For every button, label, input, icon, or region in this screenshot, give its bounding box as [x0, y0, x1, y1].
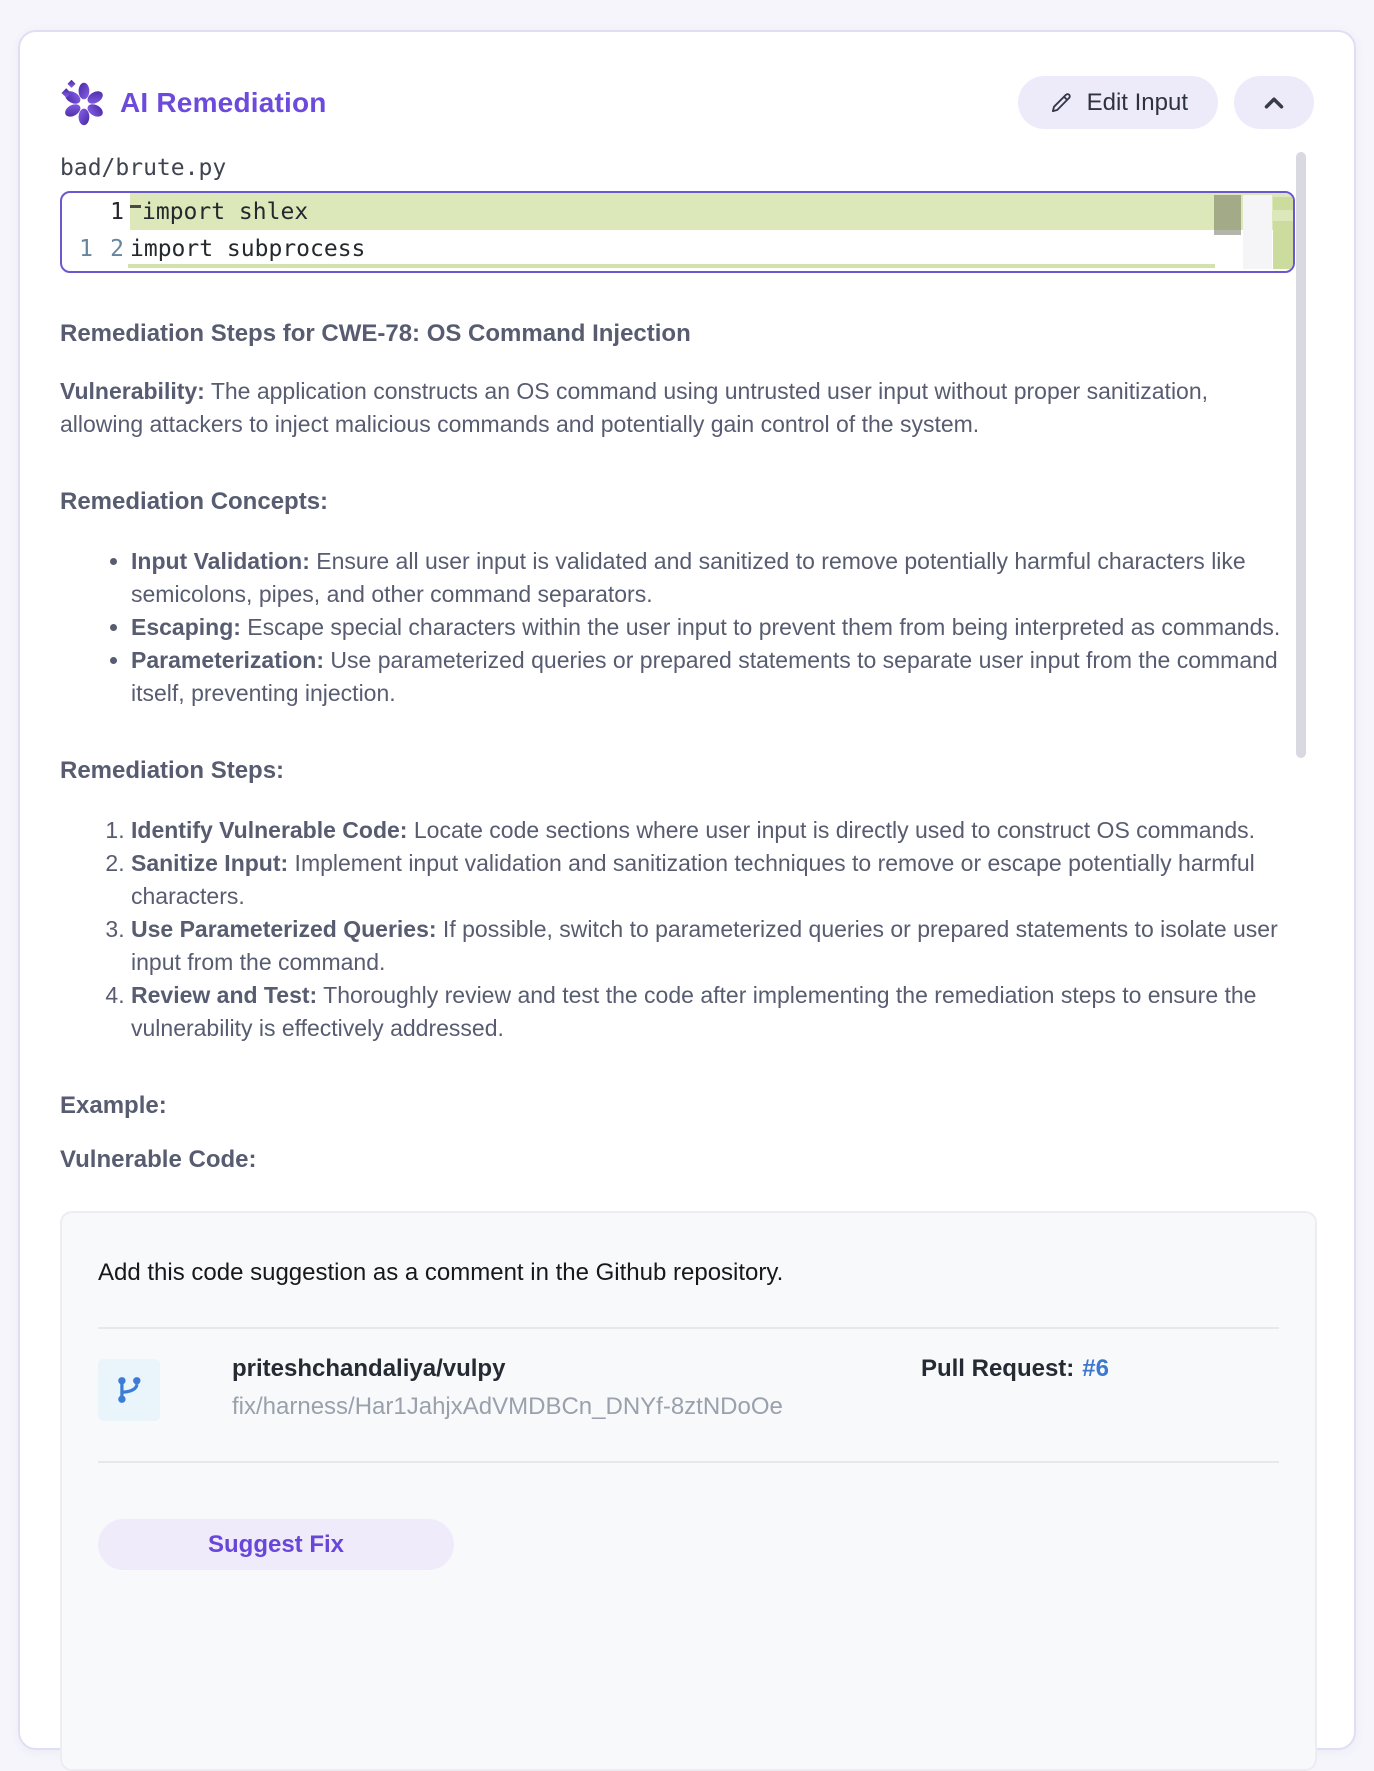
list-item: • Parameterization: Use parameterized queries or prepared statements to separate user input from the command itself, preventing injection.	[131, 644, 1286, 710]
vulnerability-paragraph: Vulnerability: The application constructs an OS command using untrusted user input without proper sanitization, allowing attackers to inject malicious commands and potentially gain control of the system.	[60, 378, 1209, 437]
diff-row-added	[62, 193, 1293, 230]
concepts-list	[60, 545, 1286, 710]
header-actions	[1018, 76, 1314, 129]
repository-row	[98, 1355, 1279, 1421]
list-item: 4. Review and Test: Thoroughly review and test the code after implementing the remediation steps to ensure the vulnerability is effectively addressed.	[131, 979, 1286, 1045]
old-line-number: 1	[79, 235, 93, 262]
code-line: import subprocess	[130, 235, 366, 262]
sparkle-flower-logo-icon	[60, 80, 106, 126]
editor-scrollbar-thumb[interactable]	[1214, 195, 1241, 235]
diff-next-chunk-indicator	[128, 264, 1215, 268]
repo-texts	[232, 1355, 783, 1421]
header-left	[60, 80, 327, 126]
edit-input-label: Edit Input	[1086, 88, 1188, 116]
suggest-fix-button[interactable]: Suggest Fix	[98, 1519, 454, 1570]
list-item: 3. Use Parameterized Queries: If possible, switch to parameterized queries or prepared statements to isolate user input from the command.	[131, 913, 1286, 979]
example-heading: Example:	[60, 1092, 167, 1119]
steps-list	[60, 814, 1286, 1045]
pull-request-label: Pull Request:	[920, 1355, 1075, 1382]
repo-branch: fix/harness/Har1JahjxAdVMDBCn_DNYf-8ztNDoOe	[232, 1393, 783, 1420]
pencil-icon	[1048, 90, 1074, 116]
list-item: • Input Validation: Ensure all user input is validated and sanitized to remove potentially harmful characters like semicolons, pipes, and other command separators.	[131, 545, 1286, 611]
ai-remediation-panel	[18, 30, 1356, 1750]
edit-input-button[interactable]	[1018, 76, 1218, 129]
list-item: 1. Identify Vulnerable Code: Locate code sections where user input is directly used to construct OS commands.	[131, 814, 1286, 847]
pull-request-block	[921, 1355, 1109, 1383]
git-branch-icon	[112, 1373, 146, 1407]
minimap-added-block	[1273, 221, 1293, 269]
chevron-up-icon	[1259, 88, 1289, 118]
vulnerable-code-heading: Vulnerable Code:	[60, 1146, 257, 1173]
editor-minimap-gutter	[1243, 195, 1272, 269]
article-heading: Remediation Steps for CWE-78: OS Command Injection	[60, 320, 691, 347]
panel-header	[60, 76, 1314, 129]
diff-row-context	[62, 230, 1293, 267]
repo-icon-box	[98, 1359, 160, 1421]
divider	[98, 1327, 1279, 1329]
concepts-heading: Remediation Concepts:	[60, 488, 329, 515]
new-line-number: 2	[110, 235, 124, 262]
minimap-added-block	[1273, 197, 1293, 210]
diff-filename: bad/brute.py	[60, 155, 227, 181]
remediation-article	[60, 319, 1286, 1175]
list-item: 2. Sanitize Input: Implement input validation and sanitization techniques to remove or escape potentially harmful characters.	[131, 847, 1286, 913]
list-item: • Escaping: Escape special characters within the user input to prevent them from being interpreted as commands.	[131, 611, 1286, 644]
page-title: AI Remediation	[120, 86, 327, 118]
suggestion-prompt: Add this code suggestion as a comment in the Github repository.	[98, 1259, 784, 1286]
change-marker	[130, 205, 141, 208]
code-line: import shlex	[130, 193, 1293, 230]
repo-name: priteshchandaliya/vulpy	[232, 1355, 506, 1382]
steps-heading: Remediation Steps:	[60, 757, 285, 784]
collapse-button[interactable]	[1234, 76, 1314, 129]
code-diff-editor[interactable]	[60, 191, 1295, 273]
github-suggestion-card	[60, 1211, 1317, 1771]
panel-scrollbar-thumb[interactable]	[1296, 152, 1306, 758]
pull-request-link[interactable]: #6	[1082, 1355, 1109, 1382]
new-line-number: 1	[110, 198, 124, 225]
